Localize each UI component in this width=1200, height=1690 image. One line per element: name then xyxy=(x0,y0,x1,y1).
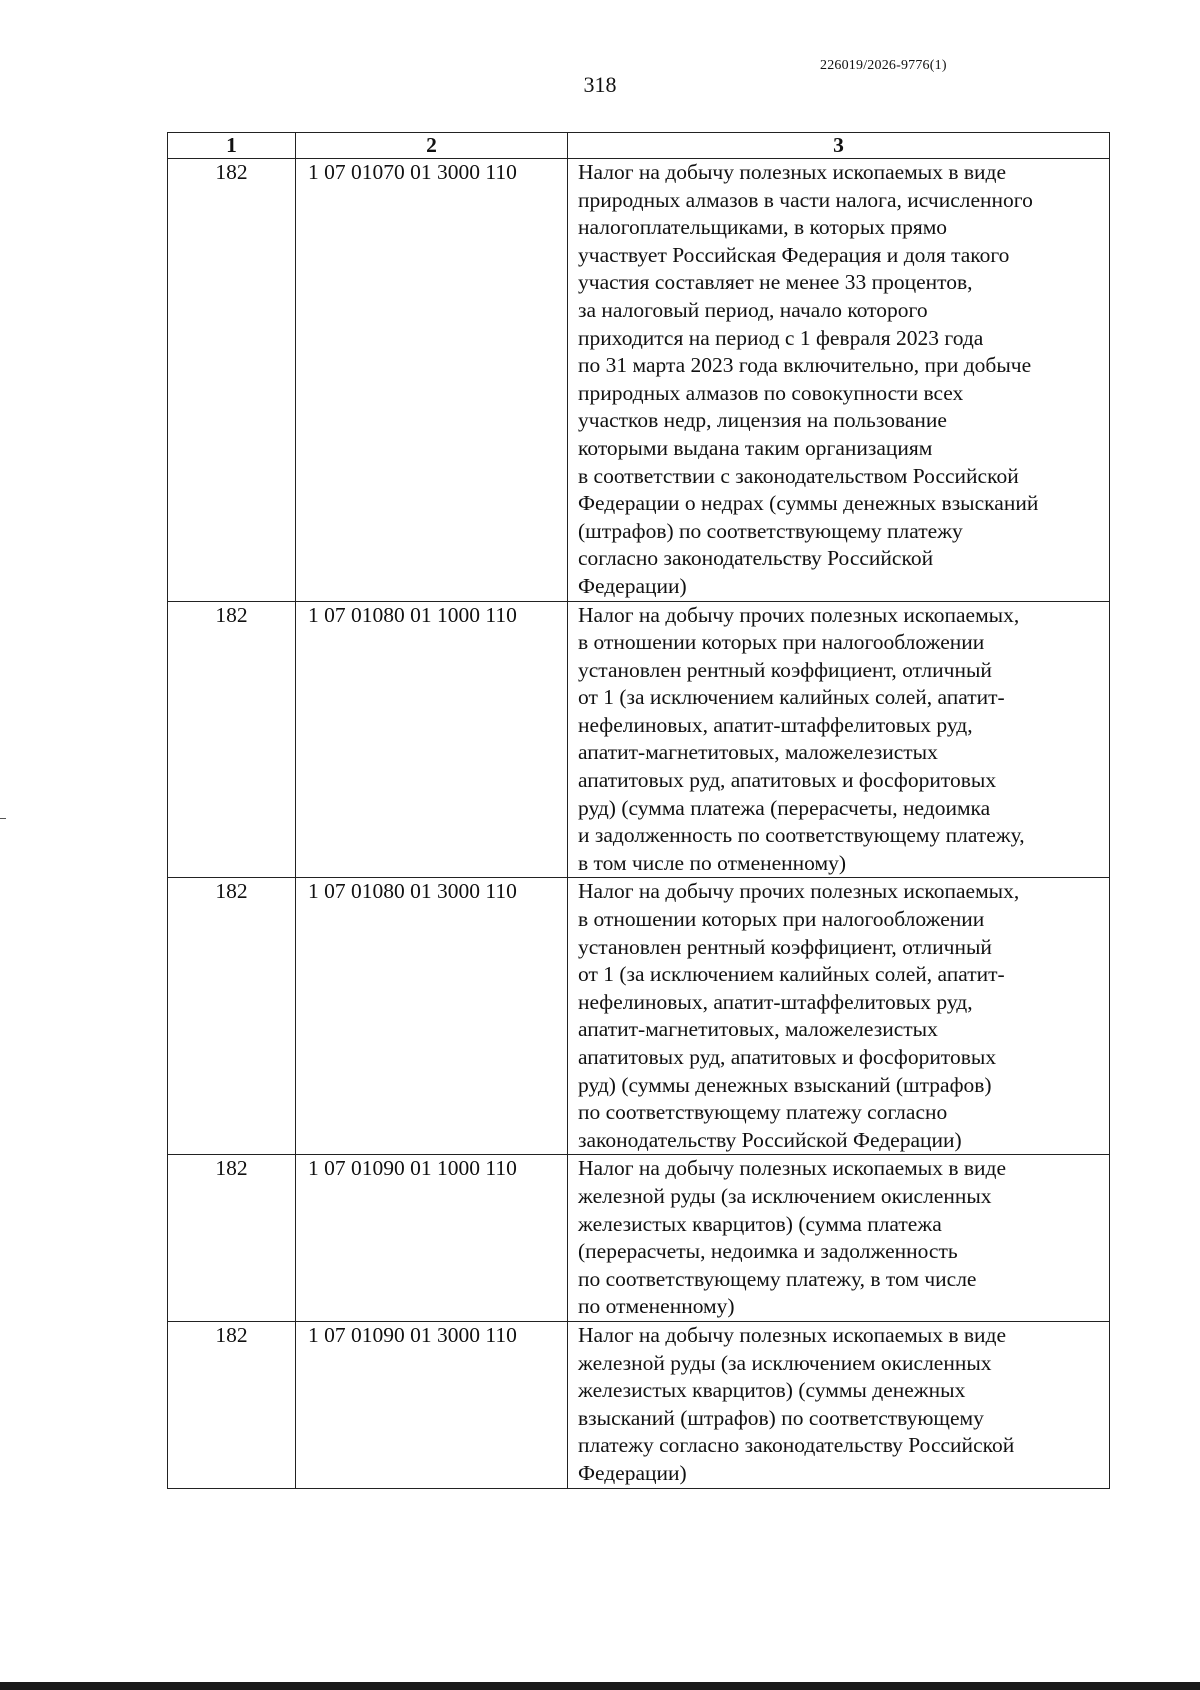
description-line: участков недр, лицензия на пользование xyxy=(578,408,947,433)
description-line: апатит-магнетитовых, маложелезистых xyxy=(578,1017,938,1042)
description-line: взысканий (штрафов) по соответствующему xyxy=(578,1405,984,1430)
description-line: участия составляет не менее 33 процентов, xyxy=(578,270,973,295)
column-header-2: 2 xyxy=(296,133,568,159)
scan-bottom-edge xyxy=(0,1682,1200,1690)
description-line: руд) (суммы денежных взысканий (штрафов) xyxy=(578,1072,992,1097)
revenue-description-cell xyxy=(568,601,1110,878)
table-row xyxy=(168,878,1110,1155)
description-line: нефелиновых, апатит-штаффелитовых руд, xyxy=(578,712,973,737)
description-line: согласно законодательству Российской xyxy=(578,546,934,571)
budget-codes-table-container xyxy=(167,132,1109,1489)
table-row xyxy=(168,601,1110,878)
administrator-code-cell: 182 xyxy=(168,159,296,602)
description-line: установлен рентный коэффициент, отличный xyxy=(578,934,992,959)
description-line: Налог на добычу прочих полезных ископаемых, xyxy=(578,879,1020,904)
description-line: и задолженность по соответствующему платежу, xyxy=(578,823,1025,848)
budget-classification-code-cell: 1 07 01080 01 1000 110 xyxy=(296,601,568,878)
description-line: Федерации) xyxy=(578,1460,687,1485)
description-line: железной руды (за исключением окисленных xyxy=(578,1350,992,1375)
description-line: в том числе по отмененному) xyxy=(578,850,847,875)
description-line: в отношении которых при налогообложении xyxy=(578,907,985,932)
description-line: по соответствующему платежу согласно xyxy=(578,1100,948,1125)
description-line: от 1 (за исключением калийных солей, апатит- xyxy=(578,962,1005,987)
revenue-description-cell xyxy=(568,878,1110,1155)
description-line: за налоговый период, начало которого xyxy=(578,297,928,322)
description-line: апатитовых руд, апатитовых и фосфоритовых xyxy=(578,768,997,793)
table-header-row xyxy=(168,133,1110,159)
description-line: от 1 (за исключением калийных солей, апатит- xyxy=(578,685,1005,710)
page-number: 318 xyxy=(583,72,617,97)
description-line: руд) (сумма платежа (перерасчеты, недоимка xyxy=(578,795,991,820)
administrator-code-cell: 182 xyxy=(168,1155,296,1322)
description-line: Налог на добычу прочих полезных ископаемых, xyxy=(578,602,1020,627)
description-line: (перерасчеты, недоимка и задолженность xyxy=(578,1239,958,1264)
table-body xyxy=(168,159,1110,1489)
revenue-description-cell xyxy=(568,1155,1110,1322)
description-line: нефелиновых, апатит-штаффелитовых руд, xyxy=(578,989,973,1014)
description-line: в отношении которых при налогообложении xyxy=(578,630,985,655)
column-header-3: 3 xyxy=(568,133,1110,159)
administrator-code-cell: 182 xyxy=(168,601,296,878)
description-line: Федерации) xyxy=(578,573,687,598)
description-line: (штрафов) по соответствующему платежу xyxy=(578,518,963,543)
scan-margin-mark xyxy=(0,818,6,819)
description-line: Налог на добычу полезных ископаемых в виде xyxy=(578,160,1007,184)
description-line: Налог на добычу полезных ископаемых в виде xyxy=(578,1156,1007,1181)
description-line: платежу согласно законодательству Российской xyxy=(578,1433,1015,1458)
revenue-description-cell xyxy=(568,1321,1110,1488)
administrator-code-cell: 182 xyxy=(168,878,296,1155)
description-line: участвует Российская Федерация и доля такого xyxy=(578,242,1010,267)
budget-classification-code-cell: 1 07 01080 01 3000 110 xyxy=(296,878,568,1155)
document-registration-number: 226019/2026-9776(1) xyxy=(820,58,947,73)
description-line: законодательству Российской Федерации) xyxy=(578,1127,962,1152)
revenue-description-cell xyxy=(568,159,1110,602)
table-row xyxy=(168,1155,1110,1322)
description-line: Федерации о недрах (суммы денежных взысканий xyxy=(578,491,1039,516)
budget-classification-code-cell: 1 07 01090 01 1000 110 xyxy=(296,1155,568,1322)
description-line: природных алмазов в части налога, исчисленного xyxy=(578,187,1033,212)
description-line: железистых кварцитов) (суммы денежных xyxy=(578,1378,966,1403)
description-line: железистых кварцитов) (сумма платежа xyxy=(578,1211,942,1236)
description-line: по 31 марта 2023 года включительно, при добыче xyxy=(578,353,1032,378)
description-line: природных алмазов по совокупности всех xyxy=(578,380,964,405)
table-row xyxy=(168,159,1110,602)
budget-classification-code-cell: 1 07 01070 01 3000 110 xyxy=(296,159,568,602)
description-line: установлен рентный коэффициент, отличный xyxy=(578,657,992,682)
table-row xyxy=(168,1321,1110,1488)
description-line: апатит-магнетитовых, маложелезистых xyxy=(578,740,938,765)
description-line: в соответствии с законодательством Российской xyxy=(578,463,1019,488)
description-line: по отмененному) xyxy=(578,1294,735,1319)
description-line: апатитовых руд, апатитовых и фосфоритовых xyxy=(578,1045,997,1069)
description-line: приходится на период с 1 февраля 2023 года xyxy=(578,325,984,350)
description-line: по соответствующему платежу, в том числе xyxy=(578,1266,977,1291)
column-header-1: 1 xyxy=(168,133,296,159)
administrator-code-cell: 182 xyxy=(168,1321,296,1488)
description-line: Налог на добычу полезных ископаемых в виде xyxy=(578,1322,1007,1347)
description-line: железной руды (за исключением окисленных xyxy=(578,1183,992,1208)
description-line: налогоплательщиками, в которых прямо xyxy=(578,215,948,240)
description-line: которыми выдана таким организациям xyxy=(578,435,933,460)
budget-codes-table xyxy=(167,132,1110,1489)
budget-classification-code-cell: 1 07 01090 01 3000 110 xyxy=(296,1321,568,1488)
